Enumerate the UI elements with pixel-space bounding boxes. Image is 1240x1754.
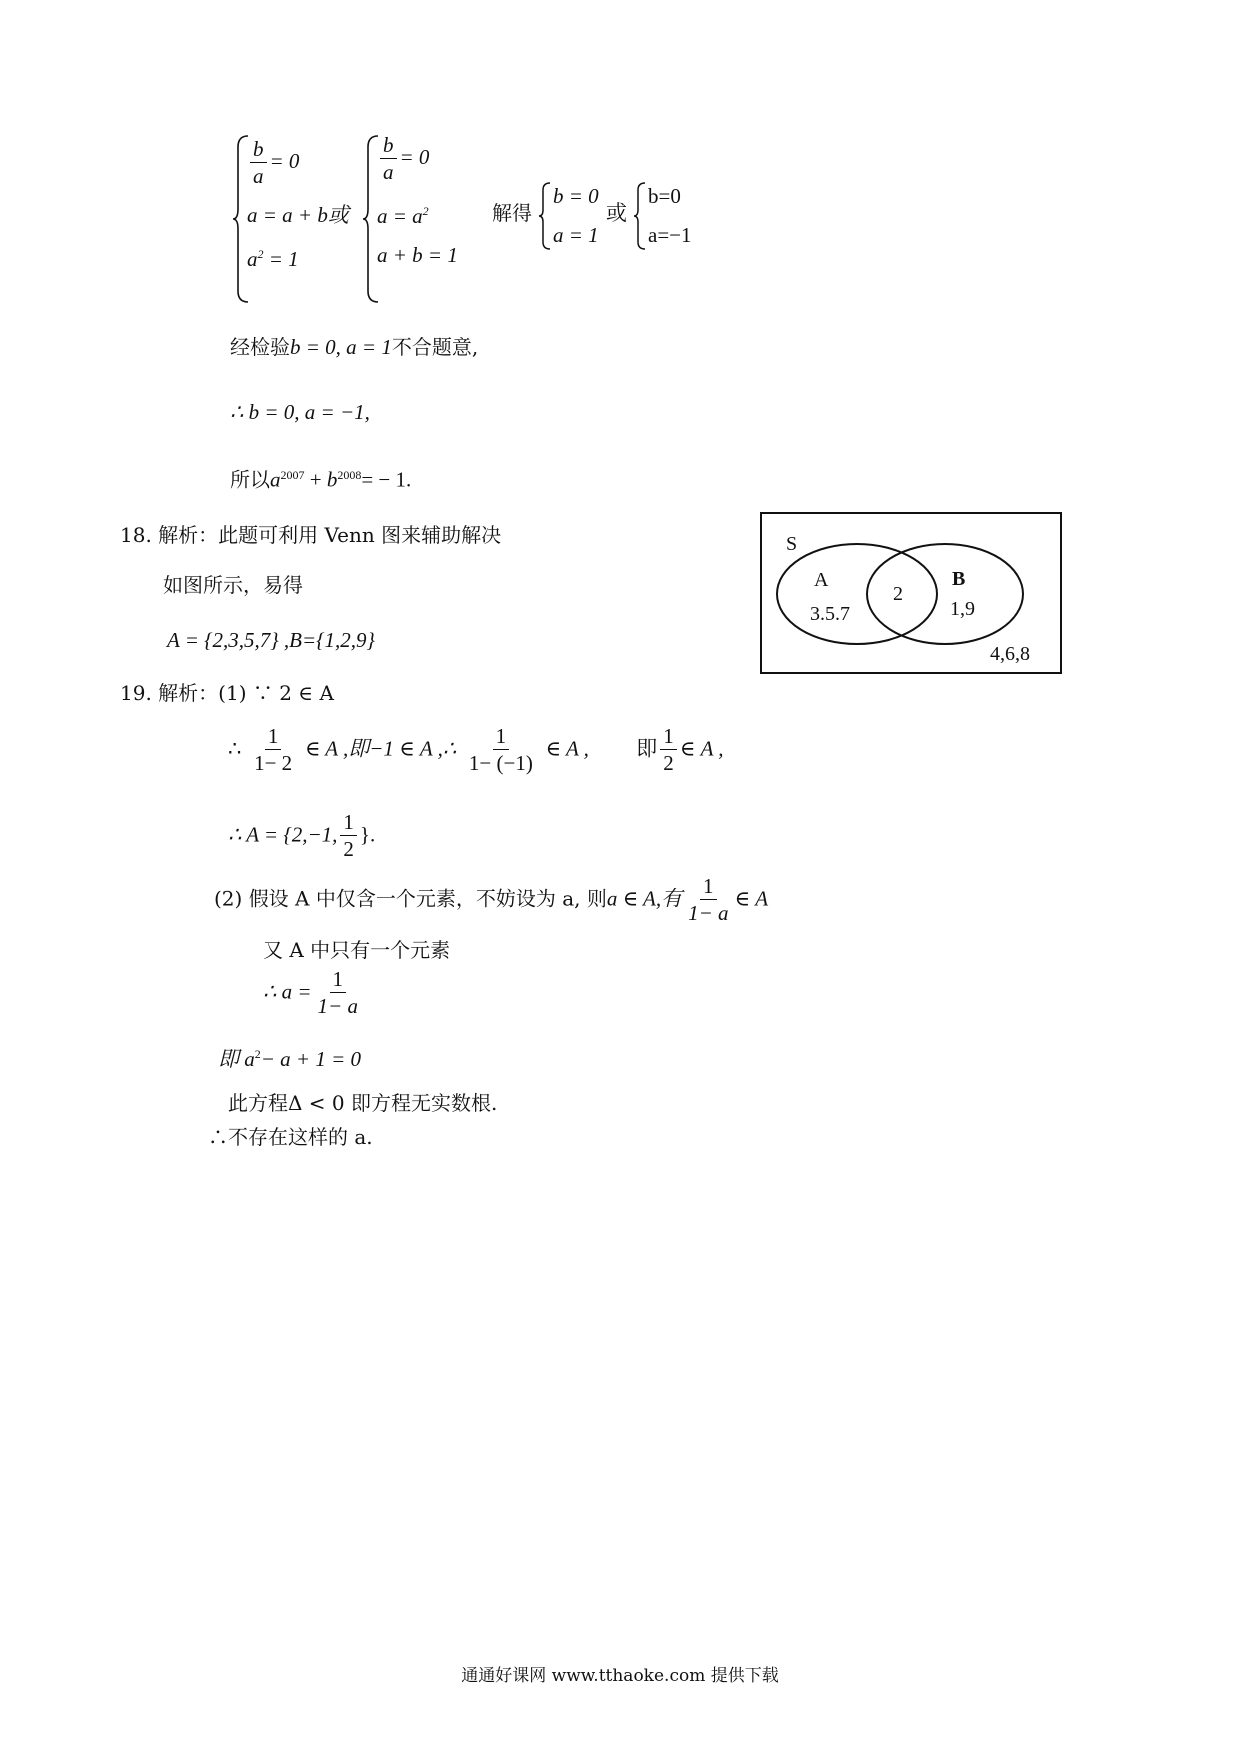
q19-therefore-a: ∴ a = $\frac{1}{1- a}$ (263, 967, 358, 1019)
venn-universe-label: S (786, 533, 798, 555)
result-line: 所以$a^{2007} + b^{2008}= - 1$. (230, 467, 412, 492)
therefore-line-1: ∴ b = 0, a = −1, (230, 400, 370, 424)
venn-set-b-label: B (952, 568, 966, 590)
solution-2-line-1: b=0 (648, 184, 681, 208)
footer-text: 通通好课网 www.tthaoke.com 提供下载 (461, 1666, 779, 1686)
left-brace-solution-2 (633, 182, 647, 250)
solution-1-line-1: b = 0 (553, 184, 599, 208)
system-1-line-2: a = a + b或 (247, 203, 349, 227)
q19-conclusion: ∴不存在这样的 a. (208, 1125, 373, 1149)
venn-outside: 4,6,8 (990, 643, 1030, 665)
venn-intersection: 2 (893, 583, 903, 605)
system-2-line-2: $a = a^2$ (377, 204, 429, 228)
q18-answer: A = {2,3,5,7} ,B={1,2,9} (167, 628, 375, 652)
system-1-line-3: $a^2 = 1$ (247, 247, 299, 271)
system-2-line-1: $\frac{b}{a}$ = 0 (377, 134, 429, 184)
q19-set-line: ∴ A = {2,−1, $\frac{1}{2}$ }. (228, 810, 376, 862)
solution-1-line-2: a = 1 (553, 223, 599, 247)
left-brace-solution-1 (538, 182, 552, 250)
q19-line-1: ∴ $\frac{1}{1- 2}$ ∈ A ,即−1 ∈ A ,∴ $\frac{1}{1- (-1)}$ ∈ A , 即 $\frac{1}{2}$ ∈ A , (228, 724, 724, 776)
q19-part-2: (2) 假设 A 中仅含一个元素，不妨设为 a, 则a ∈ A,有 $\frac{1}{1- a}$ ∈ A (214, 874, 769, 926)
venn-a-only: 3.5.7 (810, 603, 850, 625)
q18-title: 18. 解析：此题可利用 Venn 图来辅助解决 (120, 523, 502, 547)
venn-b-only: 1,9 (950, 598, 975, 620)
system-2-line-3: a + b = 1 (377, 243, 458, 267)
solve-label: 解得 (492, 201, 532, 225)
venn-diagram (760, 512, 1062, 674)
q19-title: 19. 解析：(1) ∵ 2 ∈ A (120, 681, 334, 705)
q18-line-2: 如图所示，易得 (163, 573, 303, 597)
q19-delta-line: 此方程Δ < 0 即方程无实数根. (228, 1091, 498, 1115)
system-1-line-1: $\frac{b}{a}$ = 0 (247, 138, 299, 188)
or-label: 或 (606, 201, 627, 225)
venn-set-a-label: A (814, 569, 829, 591)
solution-2-line-2: a=−1 (648, 223, 692, 247)
q19-quadratic: 即 $a^2- a + 1 = 0$ (218, 1047, 362, 1071)
check-line: 经检验b = 0, a = 1不合题意, (230, 335, 479, 359)
q19-only-one-line: 又 A 中只有一个元素 (263, 938, 451, 962)
